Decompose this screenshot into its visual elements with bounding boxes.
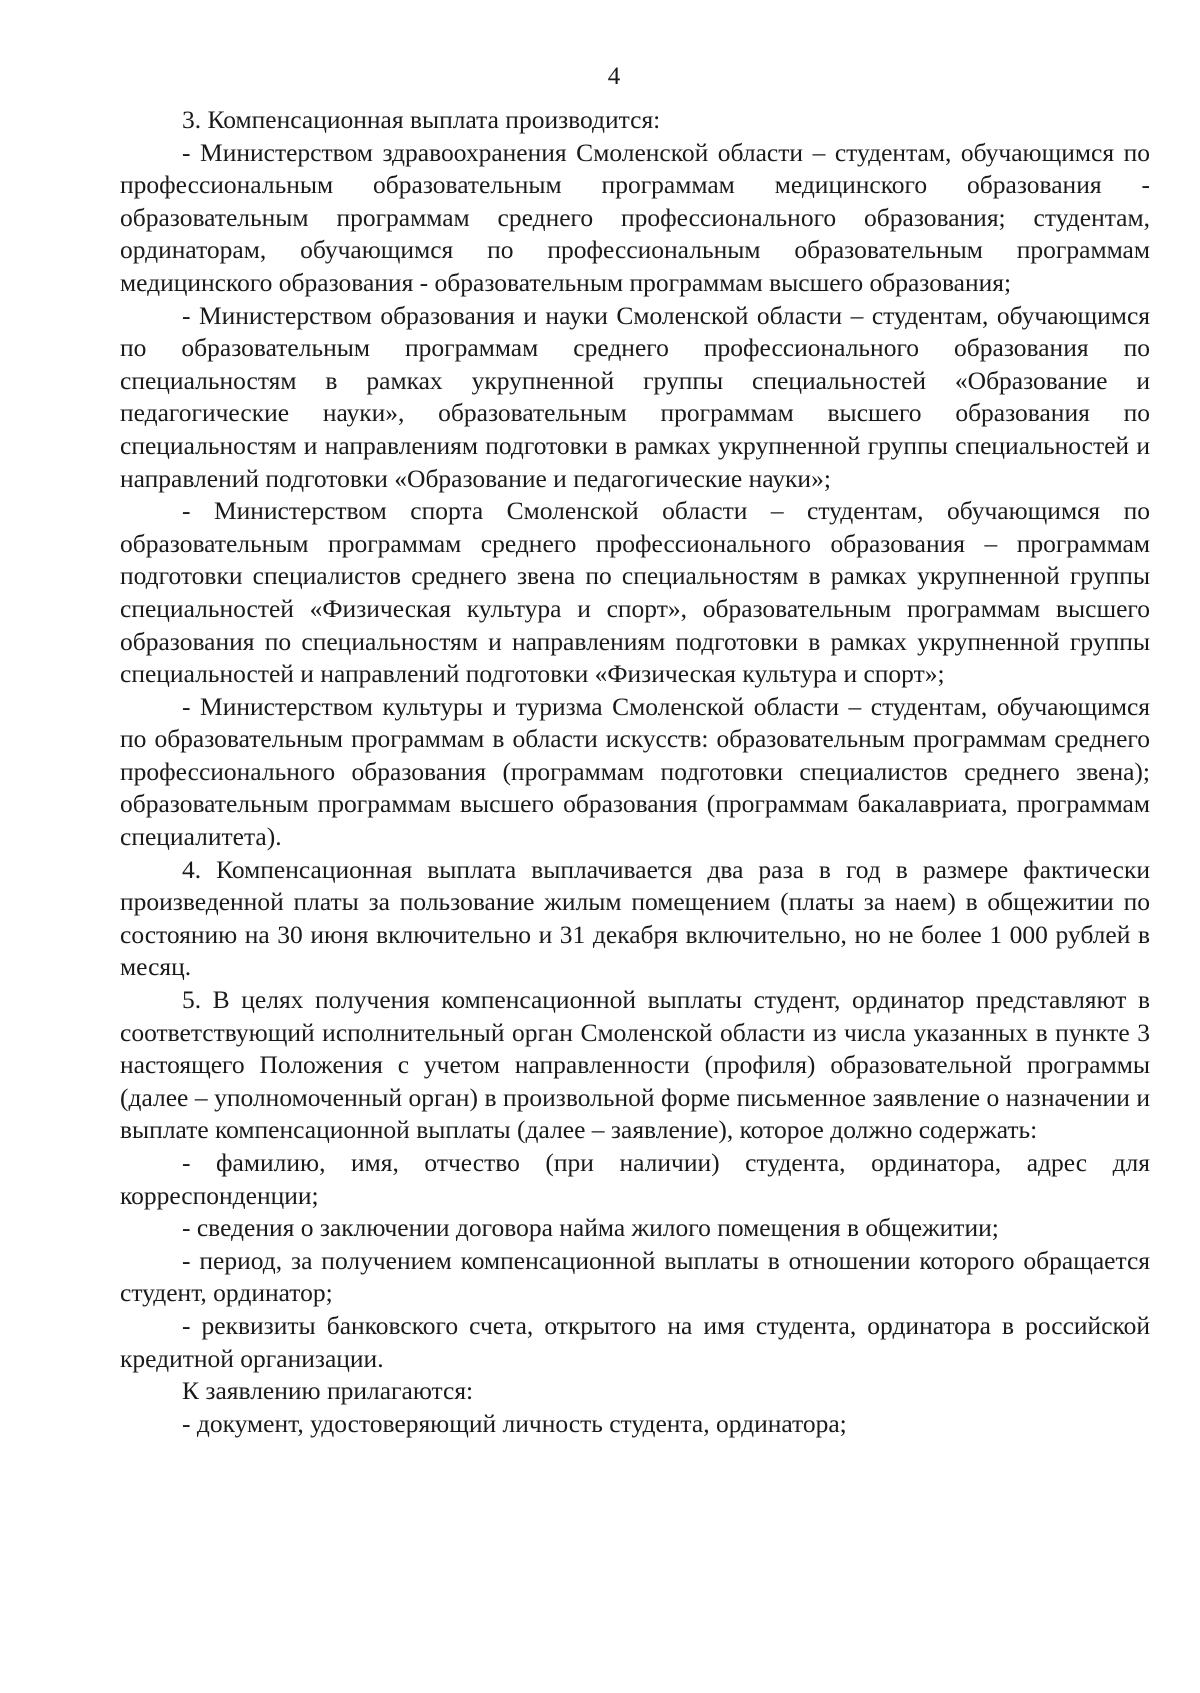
paragraph-3-intro: 3. Компенсационная выплата производится: <box>182 105 661 134</box>
list-item-period: - период, за получением компенсационной выплаты в отношении которого обращается студент, ординатор; <box>120 1245 1150 1308</box>
paragraph-5-application: 5. В целях получения компенсационной выплаты студент, ординатор представляют в соответствующий исполнительный орган Смоленской области из числа указанных в пункте 3 настоящего Положения с учетом направленности (профиля) образовательной программы (далее – уполномоченный орган) в произвольной форме письменное заявление о назначении и выплате компенсационной выплаты (далее – заявление), которое должно содержать: <box>120 985 1150 1145</box>
paragraph-attachments-intro: К заявлению прилагаются: <box>182 1376 474 1406</box>
paragraph-ministry-culture: - Министерством культуры и туризма Смоленской области – студентам, обучающимся по образовательным программам в области искусств: образовательным программам среднего профессионального образования (программам подготовки специалистов среднего звена); образовательным программам высшего образования (программам бакалавриата, программам специалитета). <box>120 691 1150 852</box>
paragraph-ministry-sport: - Министерством спорта Смоленской области – студентам, обучающимся по образовательным программам среднего профессионального образования – программам подготовки специалистов среднего звена по специальностям в рамках укрупненной группы специальностей «Физическая культура и спорт», образовательным программам высшего образования по специальностям и направлениям подготовки в рамках укрупненной группы специальностей и направлений подготовки «Физическая культура и спорт»; <box>120 496 1150 689</box>
paragraph-4-payment: 4. Компенсационная выплата выплачивается два раза в год в размере фактически произведенной платы за пользование жилым помещением (платы за наем) в общежитии по состоянию на 30 июня включительно и 31 декабря включительно, но не более 1 000 рублей в месяц. <box>120 854 1150 982</box>
document-body <box>120 104 1150 1440</box>
page-number: 4 <box>607 63 621 90</box>
list-item-bank-details: - реквизиты банковского счета, открытого на имя студента, ординатора в российской кредитной организации. <box>120 1310 1150 1373</box>
paragraph-ministry-education: - Министерством образования и науки Смоленской области – студентам, обучающимся по образовательным программам среднего профессионального образования по специальностям в рамках укрупненной группы специальностей «Образование и педагогические науки», образовательным программам высшего образования по специальностям и направлениям подготовки в рамках укрупненной группы специальностей и направлений подготовки «Образование и педагогические науки»; <box>120 300 1150 493</box>
paragraph-ministry-health: - Министерством здравоохранения Смоленской области – студентам, обучающимся по профессиональным образовательным программам медицинского образования - образовательным программам среднего профессионального образования; студентам, ординаторам, обучающимся по профессиональным образовательным программам медицинского образования - образовательным программам высшего образования; <box>120 137 1150 297</box>
list-item-contract: - сведения о заключении договора найма жилого помещения в общежитии; <box>182 1213 999 1243</box>
list-item-full-name: - фамилию, имя, отчество (при наличии) студента, ординатора, адрес для корреспонденции; <box>120 1148 1150 1210</box>
list-item-identity-document: - документ, удостоверяющий личность студента, ординатора; <box>182 1408 847 1438</box>
